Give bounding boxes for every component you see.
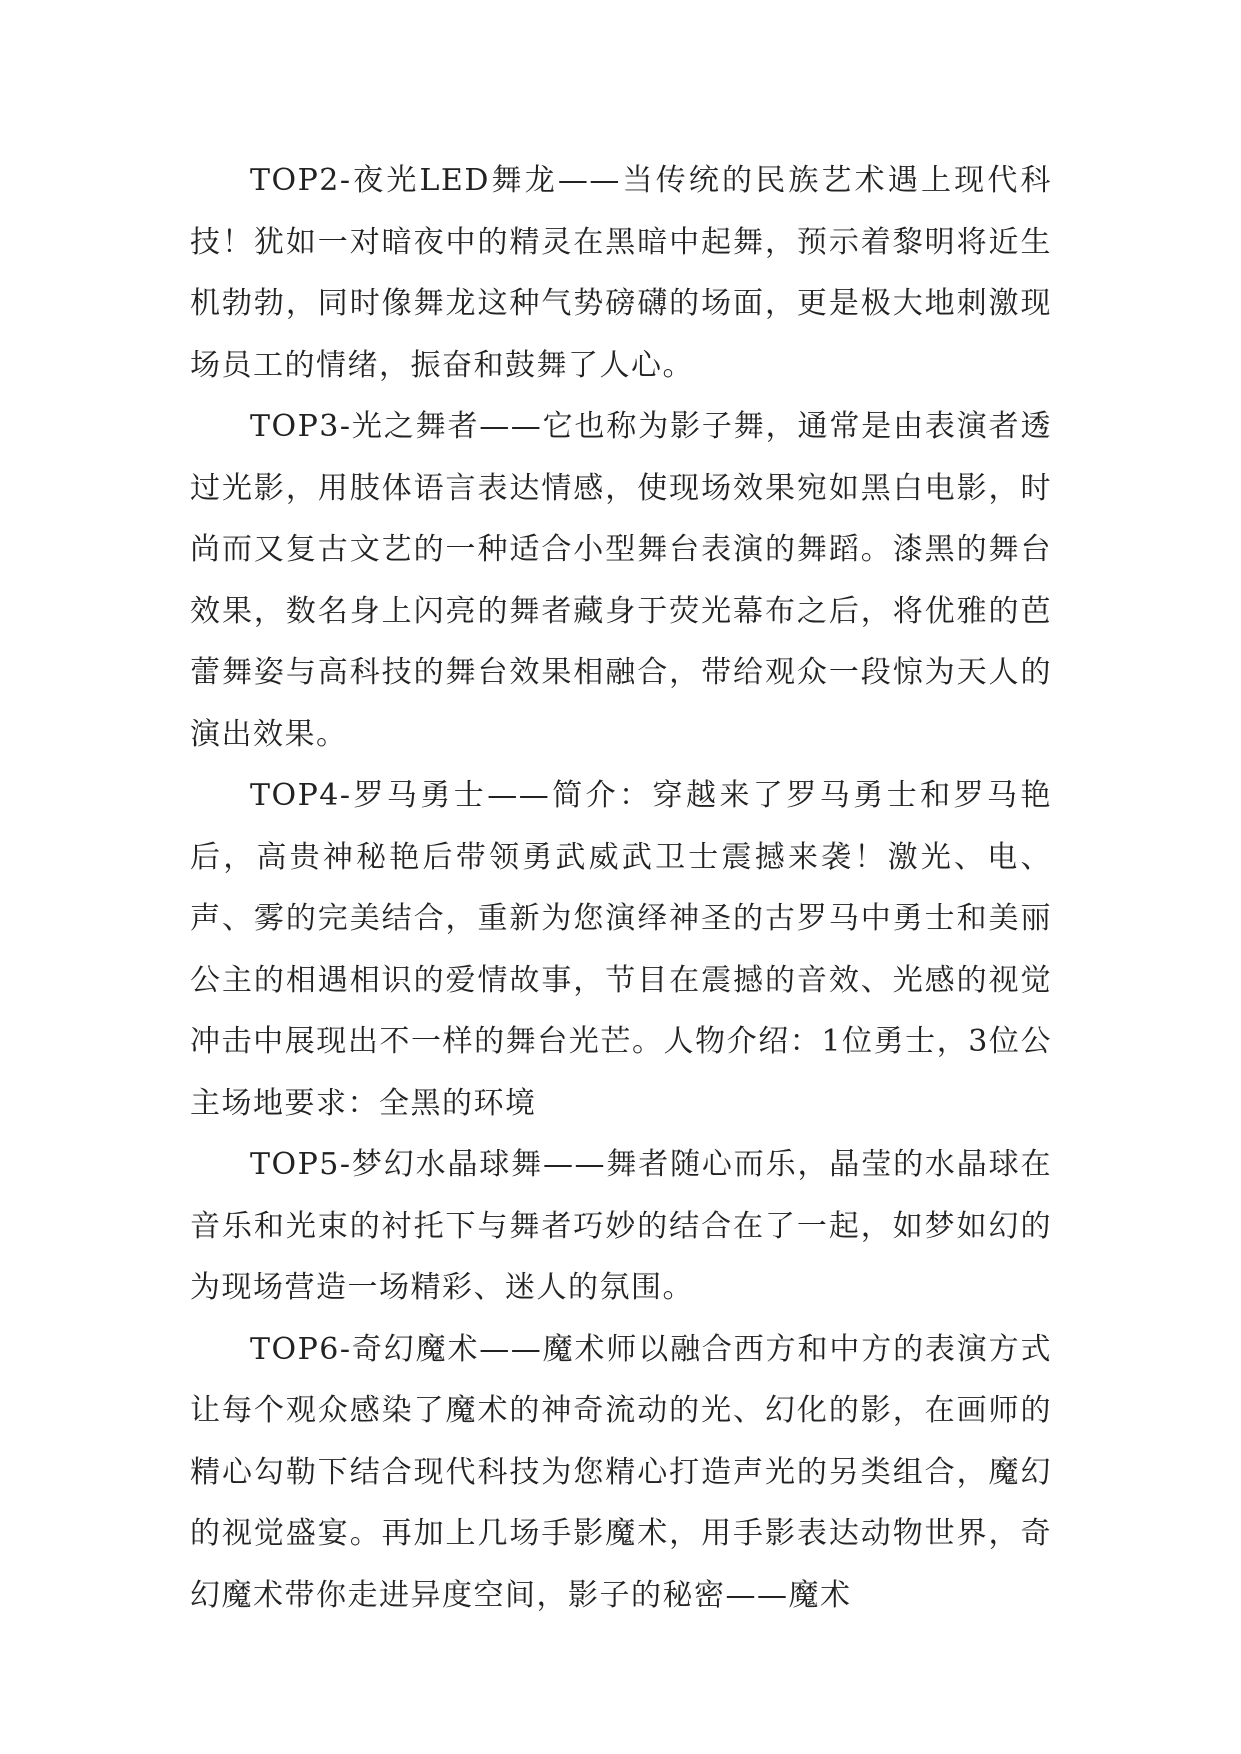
- paragraph-top5: TOP5-梦幻水晶球舞——舞者随心而乐，晶莹的水晶球在音乐和光束的衬托下与舞者巧妙的结合在了一起，如梦如幻的为现场营造一场精彩、迷人的氛围。: [190, 1147, 1052, 1305]
- paragraph-top4: TOP4-罗马勇士——简介：穿越来了罗马勇士和罗马艳后，高贵神秘艳后带领勇武威武卫士震撼来袭！激光、电、声、雾的完美结合，重新为您演绎神圣的古罗马中勇士和美丽公主的相遇相识的爱情故事，节目在震撼的音效、光感的视觉冲击中展现出不一样的舞台光芒。人物介绍：1位勇士，3位公主场地要求：全黑的环境: [190, 778, 1052, 1121]
- document-body: [190, 150, 1052, 1626]
- paragraph-top2: TOP2-夜光LED舞龙——当传统的民族艺术遇上现代科技！犹如一对暗夜中的精灵在黑暗中起舞，预示着黎明将近生机勃勃，同时像舞龙这种气势磅礴的场面，更是极大地刺激现场员工的情绪，振奋和鼓舞了人心。: [190, 163, 1052, 383]
- paragraph-top3: TOP3-光之舞者——它也称为影子舞，通常是由表演者透过光影，用肢体语言表达情感，使现场效果宛如黑白电影，时尚而又复古文艺的一种适合小型舞台表演的舞蹈。漆黑的舞台效果，数名身上闪亮的舞者藏身于荧光幕布之后，将优雅的芭蕾舞姿与高科技的舞台效果相融合，带给观众一段惊为天人的演出效果。: [190, 409, 1052, 752]
- paragraph-top6: TOP6-奇幻魔术——魔术师以融合西方和中方的表演方式让每个观众感染了魔术的神奇流动的光、幻化的影，在画师的精心勾勒下结合现代科技为您精心打造声光的另类组合，魔幻的视觉盛宴。再加上几场手影魔术，用手影表达动物世界，奇幻魔术带你走进异度空间，影子的秘密——魔术: [190, 1331, 1052, 1613]
